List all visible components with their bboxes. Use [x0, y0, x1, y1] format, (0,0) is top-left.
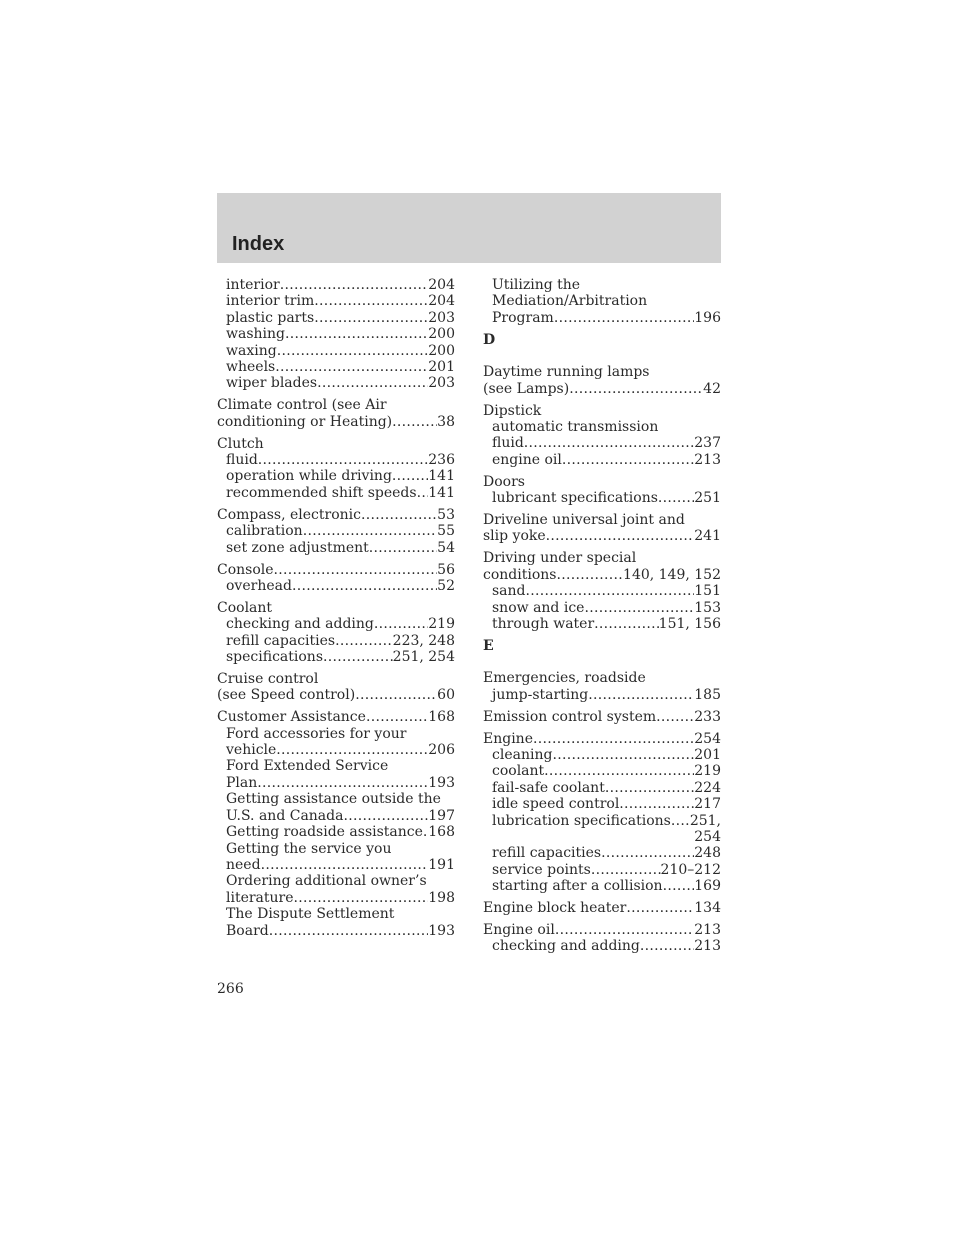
page-reference: 213 [694, 938, 721, 955]
entry-text: conditioning or Heating) [217, 413, 393, 430]
page-title: Index [232, 233, 285, 255]
index-subentry [217, 726, 455, 742]
index-column-right [483, 277, 721, 960]
dot-leader [343, 808, 428, 824]
page-reference: 134 [694, 900, 721, 917]
index-subentry [217, 758, 455, 774]
dot-leader [658, 490, 694, 506]
entry-text: Getting roadside assistance [226, 824, 423, 841]
index-subentry [217, 293, 455, 309]
page-reference: 53 [437, 506, 455, 523]
index-subentry [483, 780, 721, 796]
page-reference: 141 [428, 468, 455, 485]
index-entry [483, 403, 721, 419]
index-entry [483, 550, 721, 566]
index-entry [483, 512, 721, 528]
index-entry-group [217, 709, 455, 939]
index-entry [217, 507, 455, 523]
index-entry [217, 687, 455, 703]
index-subentry [217, 452, 455, 468]
index-subentry [483, 845, 721, 861]
page-reference: 223, 248 [392, 632, 455, 649]
index-entry [483, 829, 721, 845]
index-entry-group [483, 364, 721, 397]
entry-text: Emission control system [483, 708, 657, 725]
entry-text: checking and adding [226, 616, 374, 633]
page-reference: 200 [428, 326, 455, 343]
entry-text: sand [492, 583, 526, 600]
entry-text: Daytime running lamps [483, 364, 650, 381]
dot-leader [533, 731, 694, 747]
index-subentry [483, 687, 721, 703]
entry-text: recommended shift speeds [226, 484, 417, 501]
index-entry-group [483, 512, 721, 545]
index-entry [217, 562, 455, 578]
entry-text: wheels [226, 359, 276, 376]
page-reference: 193 [428, 922, 455, 939]
index-subentry [217, 923, 455, 939]
entry-text: Mediation/Arbitration [492, 293, 648, 310]
page-reference: 169 [694, 878, 721, 895]
index-entry-group [483, 709, 721, 725]
index-subentry [217, 906, 455, 922]
index-letter-heading: E [483, 638, 494, 655]
index-subentry [217, 375, 455, 391]
page-reference: 241 [694, 528, 721, 545]
entry-text: Engine oil [483, 922, 555, 938]
index-entry [483, 670, 721, 686]
entry-text: The Dispute Settlement [226, 906, 395, 923]
dot-leader [292, 578, 437, 594]
index-entry [217, 709, 455, 725]
index-subentry [217, 485, 455, 501]
dot-leader [285, 326, 428, 342]
index-subentry [217, 468, 455, 484]
index-subentry [217, 310, 455, 326]
page-reference: 219 [428, 616, 455, 633]
dot-leader [361, 507, 437, 523]
dot-leader [355, 687, 437, 703]
entry-text: slip yoke [483, 528, 546, 545]
index-subentry [217, 775, 455, 791]
entry-text: (see Speed control) [217, 687, 356, 704]
entry-text: Compass, electronic [217, 506, 361, 523]
page-reference: 254 [694, 730, 721, 747]
entry-text: Clutch [217, 435, 264, 452]
page-reference: 38 [437, 413, 455, 430]
entry-text: need [226, 856, 261, 873]
entry-text: Customer Assistance [217, 709, 366, 726]
index-entry [217, 671, 455, 687]
dot-leader [663, 878, 695, 894]
dot-leader [562, 452, 694, 468]
index-entry [483, 567, 721, 583]
page-reference: 206 [428, 742, 455, 759]
dot-leader [626, 900, 694, 916]
index-subentry [217, 633, 455, 649]
dot-leader [258, 452, 428, 468]
index-subentry [217, 873, 455, 889]
entry-text: Getting assistance outside the [226, 791, 441, 808]
entry-text: Ford Extended Service [226, 758, 389, 775]
index-entry-group [483, 550, 721, 632]
page-reference: 168 [428, 824, 455, 841]
index-subentry [483, 938, 721, 954]
index-entry [483, 381, 721, 397]
entry-text: operation while driving [226, 468, 392, 485]
index-subentry [217, 808, 455, 824]
page-reference: 233 [694, 708, 721, 725]
dot-leader [317, 375, 428, 391]
dot-leader [640, 938, 694, 954]
entry-text: Coolant [217, 599, 273, 616]
page-reference: 54 [437, 539, 455, 556]
dot-leader [544, 763, 694, 779]
page-reference: 236 [428, 452, 455, 469]
page-number: 266 [217, 981, 244, 997]
dot-leader [276, 742, 428, 758]
page-reference: 55 [437, 523, 455, 540]
dot-leader [274, 562, 438, 578]
dot-leader [269, 923, 429, 939]
index-header-band [217, 193, 721, 263]
dot-leader [552, 747, 694, 763]
entry-text: engine oil [492, 451, 562, 468]
page-reference: 200 [428, 342, 455, 359]
index-subentry [217, 277, 455, 293]
entry-text: refill capacities [226, 632, 336, 649]
index-subentry [483, 293, 721, 309]
dot-leader [294, 890, 429, 906]
dot-leader [546, 528, 695, 544]
entry-text: Engine [483, 730, 533, 747]
page-reference: 60 [437, 687, 455, 704]
entry-text: literature [226, 889, 294, 906]
entry-text: Board [226, 922, 269, 939]
index-subentry [483, 796, 721, 812]
dot-leader [526, 583, 695, 599]
page-reference: 254 [694, 828, 721, 845]
index-entry [483, 528, 721, 544]
entry-text: snow and ice [492, 599, 585, 616]
dot-leader [555, 922, 694, 938]
entry-text: Engine block heater [483, 900, 627, 917]
entry-text: Climate control (see Air [217, 397, 387, 414]
entry-text: Emergencies, roadside [483, 670, 646, 687]
entry-text: Ordering additional owner’s [226, 873, 427, 890]
index-entry-group [483, 731, 721, 895]
index-entry-group [483, 403, 721, 469]
page-reference: 151 [694, 583, 721, 600]
index-subentry [217, 857, 455, 873]
index-entry-group [483, 670, 721, 703]
index-entry-group [217, 436, 455, 502]
page-reference: 204 [428, 293, 455, 310]
index-entry-group [217, 507, 455, 556]
entry-text: through water [492, 615, 595, 632]
dot-leader [417, 485, 429, 501]
dot-leader [335, 633, 393, 649]
dot-leader [280, 277, 429, 293]
index-subentry [483, 616, 721, 632]
dot-leader [275, 359, 428, 375]
page-reference: 203 [428, 375, 455, 392]
dot-leader [314, 310, 428, 326]
index-entry [483, 922, 721, 938]
index-entry-group [217, 562, 455, 595]
index-subentry [483, 747, 721, 763]
index-entry [483, 709, 721, 725]
page-reference: 168 [428, 709, 455, 726]
index-subentry [483, 600, 721, 616]
entry-text: lubrication specifications [492, 812, 671, 829]
index-entry [483, 474, 721, 490]
index-entry [217, 414, 455, 430]
entry-text: coolant [492, 763, 545, 780]
index-entry [217, 436, 455, 452]
index-subentry [217, 742, 455, 758]
index-subentry [217, 649, 455, 665]
page-reference: 141 [428, 484, 455, 501]
page-reference: 197 [428, 807, 455, 824]
dot-leader [619, 796, 694, 812]
dot-leader [554, 310, 694, 326]
dot-leader [392, 468, 428, 484]
index-letter-heading: D [483, 332, 496, 349]
entry-text: Program [492, 309, 554, 326]
index-entry-group [217, 277, 455, 392]
entry-text: interior [226, 277, 280, 293]
page-reference: 217 [694, 796, 721, 813]
entry-text: overhead [226, 577, 292, 594]
index-subentry [483, 862, 721, 878]
index-entry [217, 600, 455, 616]
dot-leader [374, 616, 428, 632]
index-subentry [217, 890, 455, 906]
page-reference: 251 [694, 490, 721, 507]
index-subentry [217, 359, 455, 375]
entry-text: refill capacities [492, 845, 602, 862]
page-reference: 210–212 [660, 861, 721, 878]
page-reference: 56 [437, 561, 455, 578]
entry-text: conditions [483, 566, 557, 583]
entry-text: interior trim [226, 293, 315, 310]
page-reference: 251, [689, 812, 721, 829]
index-subentry [217, 791, 455, 807]
entry-text: Ford accessories for your [226, 725, 407, 742]
index-entry [483, 731, 721, 747]
index-entry-group [217, 671, 455, 704]
index-entry-group [217, 600, 455, 666]
index-subentry [217, 841, 455, 857]
entry-text: lubricant specifications [492, 490, 658, 507]
index-subentry [217, 523, 455, 539]
entry-text: calibration [226, 523, 303, 540]
page-reference: 201 [694, 746, 721, 763]
page-reference: 203 [428, 309, 455, 326]
dot-leader [584, 600, 694, 616]
page-reference: 196 [694, 309, 721, 326]
dot-leader [594, 616, 659, 632]
page-reference: 153 [694, 599, 721, 616]
index-subentry [483, 813, 721, 829]
entry-text: Dipstick [483, 402, 542, 419]
dot-leader [277, 343, 429, 359]
entry-text: fail-safe coolant [492, 779, 605, 796]
index-entry-group [483, 900, 721, 916]
page-reference: 201 [428, 359, 455, 376]
entry-text: automatic transmission [492, 418, 659, 435]
index-subentry [483, 452, 721, 468]
entry-text: fluid [492, 435, 524, 452]
index-subentry [217, 824, 455, 840]
entry-text: cleaning [492, 746, 553, 763]
index-entry-group [483, 922, 721, 955]
page-reference: 213 [694, 451, 721, 468]
dot-leader [261, 857, 429, 873]
dot-leader [524, 435, 694, 451]
index-entry [483, 900, 721, 916]
dot-leader [656, 709, 694, 725]
entry-text: Utilizing the [492, 277, 581, 293]
page-reference: 251, 254 [392, 649, 455, 666]
entry-text: U.S. and Canada [226, 807, 344, 824]
dot-leader [314, 293, 428, 309]
index-subentry [217, 616, 455, 632]
dot-leader [303, 523, 437, 539]
page-reference: 151, 156 [658, 615, 721, 632]
index-entry-group [483, 474, 721, 507]
index-subentry [483, 277, 721, 293]
entry-text: Doors [483, 473, 525, 490]
entry-text: plastic parts [226, 309, 315, 326]
dot-leader [605, 780, 694, 796]
entry-text: wiper blades [226, 375, 318, 392]
dot-leader [366, 709, 428, 725]
entry-text: idle speed control [492, 796, 620, 813]
index-subentry [217, 343, 455, 359]
entry-text: checking and adding [492, 938, 640, 955]
index-entry [217, 397, 455, 413]
dot-leader [369, 540, 437, 556]
page-reference: 224 [694, 779, 721, 796]
entry-text: starting after a collision [492, 878, 663, 895]
dot-leader [569, 381, 703, 397]
page-reference: 248 [694, 845, 721, 862]
page-reference: 191 [428, 856, 455, 873]
page-reference: 185 [694, 686, 721, 703]
index-subentry [483, 490, 721, 506]
index-subentry [483, 419, 721, 435]
index-subentry [483, 878, 721, 894]
index-column-left [217, 277, 455, 944]
dot-leader [556, 567, 623, 583]
index-subentry [483, 310, 721, 326]
index-subentry [483, 763, 721, 779]
entry-text: service points [492, 861, 591, 878]
entry-text: specifications [226, 649, 324, 666]
dot-leader [392, 414, 437, 430]
entry-text: Driving under special [483, 550, 637, 567]
entry-text: Driveline universal joint and [483, 511, 685, 528]
index-subentry [217, 540, 455, 556]
dot-leader [257, 775, 428, 791]
index-subentry [483, 583, 721, 599]
index-subentry [217, 326, 455, 342]
dot-leader [671, 813, 690, 829]
entry-text: Plan [226, 774, 258, 791]
page-reference: 52 [437, 577, 455, 594]
index-entry-group [483, 277, 721, 326]
entry-text: (see Lamps) [483, 380, 570, 397]
index-entry-group [217, 397, 455, 430]
entry-text: fluid [226, 452, 258, 469]
entry-text: Cruise control [217, 670, 319, 687]
dot-leader [323, 649, 393, 665]
page-reference: 198 [428, 889, 455, 906]
entry-text: vehicle [226, 742, 277, 759]
page-reference: 140, 149, 152 [623, 566, 721, 583]
page-reference: 237 [694, 435, 721, 452]
dot-leader [591, 862, 661, 878]
index-subentry [483, 435, 721, 451]
dot-leader [601, 845, 694, 861]
index-subentry [217, 578, 455, 594]
page-reference: 42 [703, 380, 721, 397]
page-reference: 204 [428, 277, 455, 293]
entry-text: washing [226, 326, 285, 343]
index-entry [483, 364, 721, 380]
entry-text: Console [217, 561, 274, 578]
page-reference: 213 [694, 922, 721, 938]
dot-leader [588, 687, 694, 703]
entry-text: Getting the service you [226, 840, 392, 857]
entry-text: waxing [226, 342, 277, 359]
entry-text: set zone adjustment [226, 539, 369, 556]
page-reference: 193 [428, 774, 455, 791]
page-reference: 219 [694, 763, 721, 780]
entry-text: jump-starting [492, 686, 589, 703]
